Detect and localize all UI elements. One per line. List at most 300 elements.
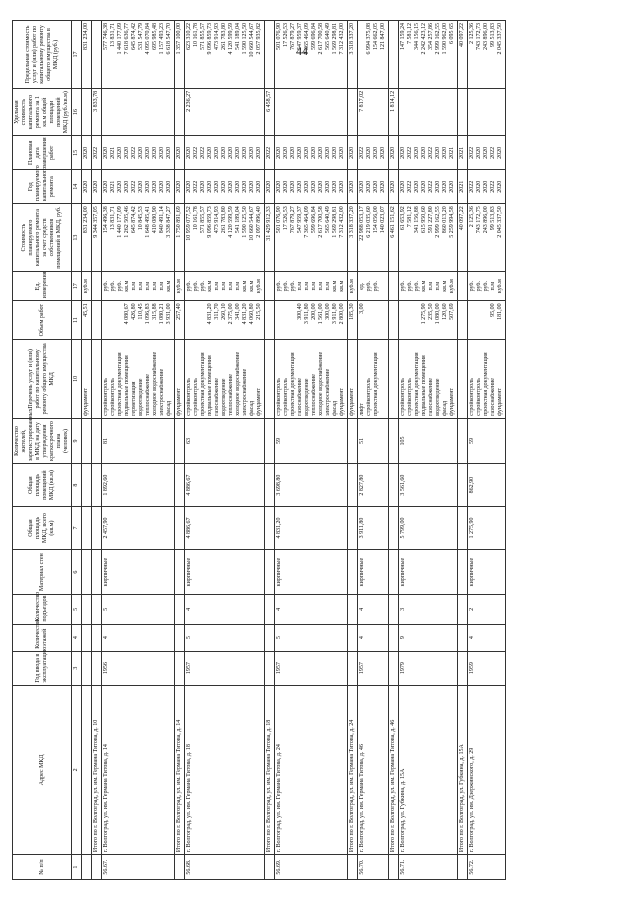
cell-line: 2020: [483, 146, 489, 159]
cell-entr: [348, 595, 358, 624]
cell-floors: 5: [185, 624, 265, 651]
cell-line: 1 561,00: [318, 303, 324, 325]
cell-line: 2 125,36: [469, 23, 475, 44]
column-header: Ед. измерения: [13, 272, 72, 301]
cell-limit: [458, 21, 468, 89]
cell-entr: 2: [468, 595, 506, 624]
cell-line: руб.: [373, 281, 379, 292]
cell-cost: [275, 204, 348, 272]
cell-line: 17 526,53: [283, 23, 289, 47]
cell-line: 2022: [193, 180, 199, 193]
cell-line: 2020: [176, 146, 182, 159]
cell-cost: [185, 204, 265, 272]
cell-line: 565 640,49: [325, 206, 331, 234]
cell-cost: [389, 204, 399, 272]
cell-line: 831 234,00: [83, 206, 89, 234]
cell-line: холодное водоснабжение: [152, 351, 158, 416]
cell-line: п.м: [490, 281, 496, 291]
cell-line: теплоснабжение: [145, 374, 151, 416]
cell-line: 110,45: [138, 303, 144, 320]
cell-line: 2020: [83, 180, 89, 193]
cell-line: 743 172,73: [476, 23, 482, 50]
cell-vol: [275, 301, 348, 339]
cell-addr: [82, 685, 92, 855]
cell-year: 1957: [358, 651, 389, 685]
cell-line: руб.: [290, 281, 296, 292]
cell-line: 1 590 962,00: [442, 23, 448, 55]
cell-pd: [175, 136, 185, 170]
cell-area: 1 275,90: [468, 507, 506, 550]
cell-line: [449, 91, 456, 133]
cell-line: 2 045 337,50: [497, 23, 503, 55]
cell-pd: [92, 136, 102, 170]
cell-parea: [265, 464, 275, 507]
cell-line: 2020: [124, 180, 130, 193]
cell-year: 1956: [102, 651, 175, 685]
cell-limit: [185, 21, 265, 89]
cell-line: 300,00: [325, 303, 331, 320]
cell-pd: [102, 136, 175, 170]
cell-line: 7 312 432,00: [339, 23, 345, 55]
column-number: 10: [72, 339, 82, 418]
cell-entr: [389, 595, 399, 624]
cell-spec: [399, 88, 458, 135]
cell-unit: [185, 272, 265, 301]
column-number: 17: [72, 272, 82, 301]
cell-line: проектная документация: [414, 352, 420, 416]
cell-line: лифт: [359, 403, 365, 416]
cell-line: 1 080,00: [435, 303, 441, 325]
cell-line: 9 096 859,73: [207, 23, 213, 55]
cell-line: 2020: [366, 146, 372, 159]
cell-line: 2020: [235, 146, 241, 159]
cell-line: 2020: [242, 180, 248, 193]
cell-line: [497, 91, 504, 133]
cell-line: 1 440 177,09: [117, 206, 123, 238]
cell-entr: 3: [399, 595, 458, 624]
cell-cost: [348, 204, 358, 272]
cell-line: 2022: [469, 180, 475, 193]
cell-line: 311,70: [214, 303, 220, 320]
cell-floors: [92, 624, 102, 651]
cell-line: руб.: [193, 281, 199, 292]
cell-line: 2020: [207, 146, 213, 159]
cell-line: газоснабжение: [490, 378, 496, 416]
cell-spec: [358, 88, 389, 135]
cell-vol: [389, 301, 399, 339]
cell-line: 10 845,53: [138, 206, 144, 231]
cell-limit: [265, 21, 275, 89]
cell-py: [275, 170, 348, 204]
cell-line: 2020: [304, 180, 310, 193]
cell-line: 2 236,27: [186, 90, 192, 112]
cell-line: 2020: [390, 180, 396, 193]
cell-line: проектная документация: [117, 352, 123, 416]
column-header: Общая площадь МКД, всего (кв.м): [13, 507, 72, 550]
cell-line: п.м: [145, 281, 151, 291]
cell-works: [175, 339, 185, 418]
cell-num: [458, 855, 468, 880]
cell-line: [318, 91, 325, 133]
cell-line: 6 461 151,62: [390, 206, 396, 238]
cell-line: 13 831,71: [110, 206, 116, 231]
cell-entr: 5: [102, 595, 175, 624]
cell-line: электроснабжение: [159, 368, 165, 416]
cell-line: п.м: [228, 281, 234, 291]
cell-floors: [82, 624, 92, 651]
cell-line: [283, 303, 290, 336]
cell-line: 341 156,88: [414, 206, 420, 234]
cell-line: электроснабжение: [242, 368, 248, 416]
cell-line: руб.: [110, 281, 116, 292]
column-header: Объем работ: [13, 301, 72, 339]
cell-line: 2020: [256, 180, 262, 193]
cell-vol: [348, 301, 358, 339]
cell-line: [193, 91, 200, 133]
cell-line: 2020: [373, 146, 379, 159]
cell-parea: 3 561,60: [399, 464, 458, 507]
cell-addr: Итого по г. Волгоград, ул. Губкина, д. 15А: [458, 685, 468, 855]
cell-spec: [175, 88, 185, 135]
table-row: [175, 21, 185, 880]
cell-line: фундамент: [449, 387, 455, 416]
cell-line: п.м: [325, 281, 331, 291]
cell-line: 2021: [459, 180, 465, 193]
cell-addr: Итого по г. Волгоград, ул. им. Германа Титова, д. 18: [265, 685, 275, 855]
cell-res: 59: [468, 418, 506, 463]
column-header: № п/п: [13, 855, 72, 880]
cell-line: 261 783,80: [221, 206, 227, 234]
cell-res: [389, 418, 399, 463]
cell-spec: [102, 88, 175, 135]
cell-line: 1 590 125,50: [242, 206, 248, 238]
cell-line: 3,00: [359, 303, 365, 314]
cell-line: [214, 91, 221, 133]
cell-line: кв.м: [332, 280, 338, 292]
repair-plan-table: [12, 20, 506, 880]
cell-entr: [175, 595, 185, 624]
cell-line: 2020: [332, 180, 338, 193]
cell-line: 17 526,53: [283, 206, 289, 231]
column-number: 7: [72, 507, 82, 550]
cell-line: фасад: [166, 400, 172, 416]
cell-line: [311, 91, 318, 133]
cell-line: стройконтроль: [366, 378, 372, 416]
cell-unit: [92, 272, 102, 301]
cell-line: 99 513,83: [490, 23, 496, 47]
cell-line: 2020: [83, 146, 89, 159]
cell-line: п.м: [318, 281, 324, 291]
cell-line: 2020: [414, 180, 420, 193]
cell-limit: [92, 21, 102, 89]
cell-line: кв.м: [249, 280, 255, 292]
cell-line: теплоснабжение: [311, 374, 317, 416]
cell-line: 4 120 599,59: [228, 23, 234, 55]
cell-area: [82, 507, 92, 550]
cell-line: 4 831,20: [242, 303, 248, 325]
cell-area: [389, 507, 399, 550]
cell-res: 59: [275, 418, 348, 463]
cell-line: 40 097,22: [459, 206, 465, 231]
cell-line: подвальные помещения: [207, 355, 213, 416]
cell-line: 2020: [349, 146, 355, 159]
cell-line: стройконтроль: [103, 378, 109, 416]
cell-limit: [348, 21, 358, 89]
cell-line: [166, 91, 173, 133]
cell-line: кв.м: [242, 280, 248, 292]
cell-addr: Итого по г. Волгоград, ул. им. Германа Титова, д. 14: [175, 685, 185, 855]
cell-line: 300,40: [297, 303, 303, 320]
table-row: [275, 21, 348, 880]
cell-line: [242, 91, 249, 133]
cell-line: [186, 303, 193, 336]
cell-line: [483, 303, 490, 336]
cell-unit: [348, 272, 358, 301]
cell-wall: [348, 550, 358, 595]
cell-line: [483, 91, 490, 133]
cell-line: 2020: [283, 146, 289, 159]
cell-line: 2022: [490, 180, 496, 193]
cell-addr: г. Волгоград, ул. им. Дзержинского, д. 29: [468, 685, 506, 855]
cell-line: 541 189,04: [235, 23, 241, 50]
table-row: [389, 21, 399, 880]
cell-line: 2020: [435, 180, 441, 193]
column-number-row: [72, 21, 82, 880]
cell-res: [458, 418, 468, 463]
cell-line: 531 547,79: [138, 23, 144, 50]
cell-line: 1 569 298,81: [332, 206, 338, 238]
cell-line: 2020: [228, 180, 234, 193]
cell-vol: [399, 301, 458, 339]
cell-line: 2 057 935,82: [256, 23, 262, 55]
cell-wall: кирпичные: [275, 550, 348, 595]
cell-line: 2020: [339, 146, 345, 159]
cell-works: [185, 339, 265, 418]
cell-line: руб.: [117, 281, 123, 292]
cell-line: стройконтроль: [469, 378, 475, 416]
cell-spec: [185, 88, 265, 135]
cell-line: п.м: [304, 281, 310, 291]
cell-parea: [175, 464, 185, 507]
cell-cost: [458, 204, 468, 272]
cell-parea: 1 892,60: [102, 464, 175, 507]
cell-line: 2020: [266, 180, 272, 193]
cell-line: 45,51: [83, 303, 89, 317]
cell-line: 426,80: [131, 303, 137, 320]
cell-works: [265, 339, 275, 418]
cell-spec: [348, 88, 358, 135]
cell-py: [389, 170, 399, 204]
cell-line: стройконтроль: [407, 378, 413, 416]
cell-line: 2020: [228, 146, 234, 159]
cell-line: 2020: [318, 146, 324, 159]
cell-unit: [102, 272, 175, 301]
cell-line: 591 227,80: [428, 206, 434, 234]
cell-line: 2020: [497, 180, 503, 193]
cell-line: руб.: [483, 281, 489, 292]
cell-works: [275, 339, 348, 418]
cell-line: 121 847,00: [380, 23, 386, 50]
cell-parea: [82, 464, 92, 507]
cell-line: 215,50: [256, 303, 262, 320]
cell-area: [458, 507, 468, 550]
cell-line: 4 120 599,59: [228, 206, 234, 238]
cell-line: 1 096,83: [145, 303, 151, 325]
cell-line: 7 618 636,77: [124, 23, 130, 55]
cell-line: 2020: [400, 180, 406, 193]
cell-num: 56.69.: [275, 855, 348, 880]
cell-area: 2 457,90: [102, 507, 175, 550]
cell-line: стройконтроль: [400, 378, 406, 416]
cell-line: 7 365 464,09: [304, 23, 310, 55]
column-header: Общая площадь помещений МКД (кв.м): [13, 464, 72, 507]
cell-line: 831 234,00: [83, 23, 89, 50]
column-number: 8: [72, 464, 82, 507]
cell-unit: [358, 272, 389, 301]
cell-line: 7 365 464,09: [304, 206, 310, 238]
cell-line: кв.м: [207, 280, 213, 292]
cell-num: 56.68.: [185, 855, 265, 880]
cell-line: 2020: [497, 146, 503, 159]
cell-line: [304, 91, 311, 133]
cell-line: 3 911,80: [304, 303, 310, 325]
cell-py: [468, 170, 506, 204]
cell-floors: [348, 624, 358, 651]
cell-line: 2020: [359, 180, 365, 193]
cell-pd: [265, 136, 275, 170]
cell-pd: [82, 136, 92, 170]
cell-vol: [265, 301, 275, 339]
cell-line: [332, 91, 339, 133]
cell-line: 3 931,00: [166, 303, 172, 325]
column-header: Материал стен: [13, 550, 72, 595]
cell-line: 7 312 432,00: [339, 206, 345, 238]
cell-line: 2022: [428, 180, 434, 193]
cell-num: 56.71.: [399, 855, 458, 880]
cell-line: 2020: [176, 180, 182, 193]
cell-line: [83, 91, 90, 133]
cell-line: 2020: [93, 180, 99, 193]
cell-floors: 5: [275, 624, 348, 651]
cell-line: 1 814,12: [390, 90, 396, 112]
cell-line: 3 338 847,27: [166, 206, 172, 238]
cell-line: [276, 303, 283, 336]
cell-line: стройконтроль: [193, 378, 199, 416]
cell-year: [348, 651, 358, 685]
cell-line: п.м: [221, 281, 227, 291]
cell-line: [207, 91, 214, 133]
column-header: Удельная стоимость капитального ремонта за 1 кв.м общей площади помещений МКД (руб./кв.м): [13, 88, 72, 135]
cell-line: 2020: [214, 180, 220, 193]
cell-line: 4 095 070,84: [145, 23, 151, 55]
cell-line: 767 879,27: [290, 206, 296, 234]
cell-wall: [265, 550, 275, 595]
cell-line: 9 096 859,73: [207, 206, 213, 238]
cell-line: 840 491,14: [159, 206, 165, 234]
cell-line: 154 662,05: [373, 23, 379, 50]
cell-num: 56.67.: [102, 855, 175, 880]
cell-line: 473 914,93: [214, 23, 220, 50]
cell-line: 40 097,22: [459, 23, 465, 47]
cell-limit: [82, 21, 92, 89]
cell-parea: [348, 464, 358, 507]
cell-line: 2 097 896,40: [256, 206, 262, 238]
cell-line: 2020: [256, 146, 262, 159]
cell-limit: [358, 21, 389, 89]
cell-spec: [92, 88, 102, 135]
cell-limit: [468, 21, 506, 89]
page-number: 44: [296, 44, 308, 58]
cell-line: 22 988 053,17: [359, 206, 365, 241]
cell-line: [117, 91, 124, 133]
cell-line: п.м: [235, 281, 241, 291]
cell-unit: [82, 272, 92, 301]
cell-line: водоотведение: [138, 378, 144, 416]
cell-line: руб.: [200, 281, 206, 292]
cell-entr: 4: [185, 595, 265, 624]
cell-limit: [175, 21, 185, 89]
cell-line: 695 985,48: [152, 23, 158, 50]
cell-line: 2020: [400, 146, 406, 159]
cell-line: 2022: [407, 146, 413, 159]
column-number: 1: [72, 855, 82, 880]
cell-year: 1959: [468, 651, 506, 685]
cell-line: 6 219 035,60: [366, 206, 372, 238]
cell-floors: [458, 624, 468, 651]
cell-py: [348, 170, 358, 204]
cell-line: 2020: [159, 146, 165, 159]
cell-spec: [389, 88, 399, 135]
cell-line: 2020: [304, 146, 310, 159]
cell-addr: г. Волгоград, ул. им. Германа Титова, д. 46: [358, 685, 389, 855]
cell-line: фундамент: [256, 387, 262, 416]
cell-line: стройконтроль: [276, 378, 282, 416]
cell-line: 2020: [449, 180, 455, 193]
cell-line: п.м: [138, 281, 144, 291]
cell-line: 315,88: [152, 303, 158, 320]
cell-line: 2020: [221, 180, 227, 193]
cell-line: [359, 23, 366, 86]
cell-line: 2020: [311, 180, 317, 193]
cell-pd: [348, 136, 358, 170]
cell-line: 4 060,80: [249, 303, 255, 325]
cell-line: [103, 303, 110, 336]
cell-line: руб.: [103, 281, 109, 292]
cell-line: 185,30: [349, 303, 355, 320]
cell-line: 2020: [152, 180, 158, 193]
cell-line: 243 896,00: [483, 206, 489, 234]
cell-py: [399, 170, 458, 204]
cell-line: 2020: [138, 146, 144, 159]
cell-vol: [175, 301, 185, 339]
cell-line: фундамент: [83, 387, 89, 416]
cell-line: 1 357 100,00: [176, 23, 182, 55]
cell-line: 235,50: [428, 303, 434, 320]
cell-line: 2022: [469, 146, 475, 159]
cell-line: [366, 91, 373, 133]
cell-line: 10 161,78: [193, 206, 199, 231]
cell-line: [428, 91, 435, 133]
cell-line: водоотведение: [304, 378, 310, 416]
cell-line: [390, 23, 397, 86]
cell-line: 2022: [359, 146, 365, 159]
cell-line: [152, 91, 159, 133]
cell-line: 1 590 125,50: [242, 23, 248, 55]
column-number: 17: [72, 21, 82, 89]
cell-line: 2020: [290, 180, 296, 193]
cell-line: [380, 91, 387, 133]
cell-entr: [265, 595, 275, 624]
